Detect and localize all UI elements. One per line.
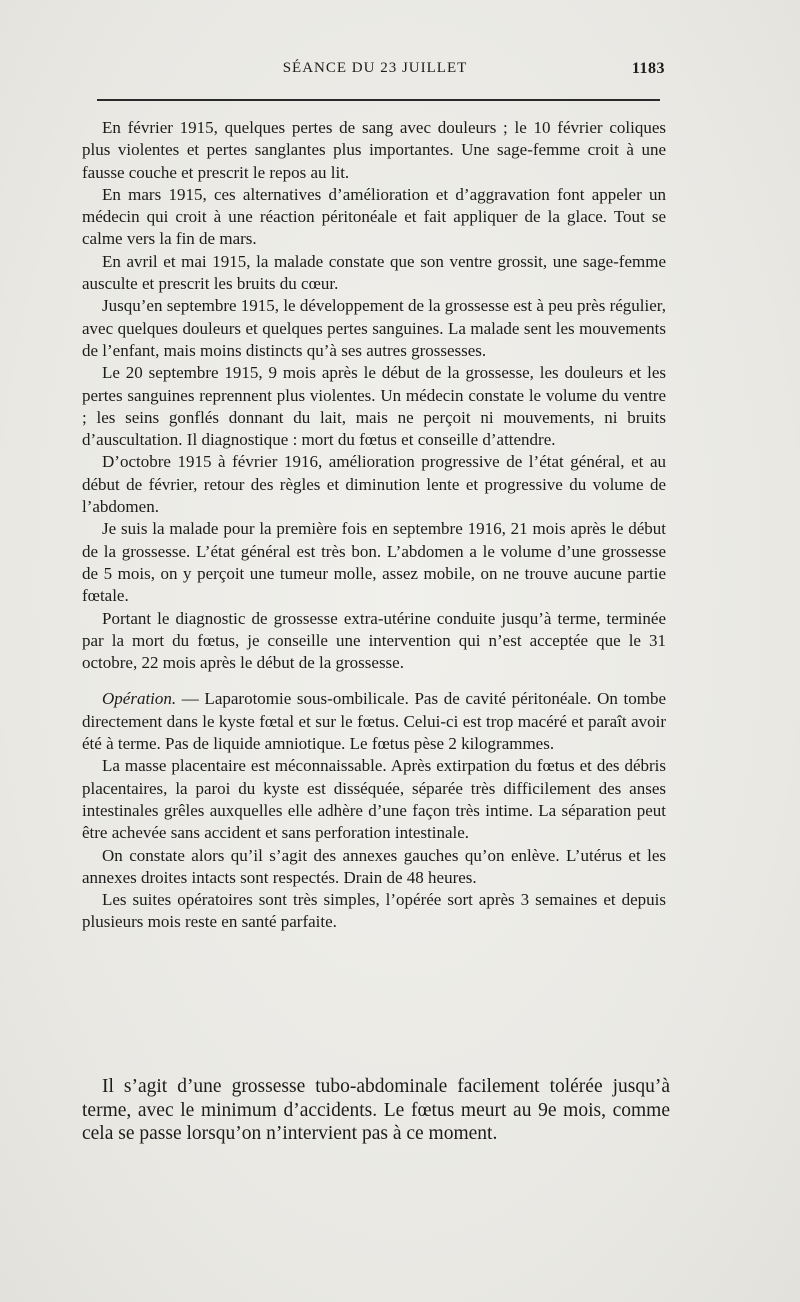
paragraph: Je suis la malade pour la première fois en septembre 1916, 21 mois après le début de la grossesse. L’état général est très bon. L’abdomen a le volume d’une grossesse de 5 mois, on y perçoit une tumeur molle, assez mobile, on ne trouve aucune partie fœtale. bbox=[82, 519, 666, 606]
case-report-text bbox=[82, 117, 666, 934]
paragraph: Portant le diagnostic de grossesse extra-utérine conduite jusqu’à terme, terminée par la mort du fœtus, je conseille une intervention qui n’est acceptée que le 31 octobre, 22 mois après le début de la grossesse. bbox=[82, 608, 666, 673]
conclusion-text bbox=[82, 1075, 670, 1146]
paragraph: En avril et mai 1915, la malade constate que son ventre grossit, une sage-femme ausculte et prescrit les bruits du cœur. bbox=[82, 251, 666, 294]
operation-lead: — Laparotomie sous-ombilicale. Pas de cavité péritonéale. On tombe directement dans le kyste fœtal et sur le fœtus. Celui-ci est trop macéré et paraît avoir été à terme. Pas de liquide amniotique. Le fœtus pèse 2 kilogrammes. bbox=[82, 689, 666, 754]
paragraph: La masse placentaire est méconnaissable. Après extirpation du fœtus et des débris placentaires, la paroi du kyste est disséquée, séparée très difficilement des anses intestinales grêles auxquelles elle adhère d’une façon très intime. La séparation peut être achevée sans accident et sans perforation intestinale. bbox=[82, 756, 666, 843]
operation-heading: Opération. bbox=[102, 689, 177, 709]
paragraph: Le 20 septembre 1915, 9 mois après le début de la grossesse, les douleurs et les pertes sanguines reprennent plus violentes. Un médecin constate le volume du ventre ; les seins gonflés donnant du lait, mais ne perçoit ni mouvements, ni bruits d’auscultation. Il diagnostique : mort du fœtus et conseille d’attendre. bbox=[82, 363, 666, 450]
page-number: 1183 bbox=[631, 60, 665, 77]
header-rule bbox=[97, 99, 660, 101]
paragraph: Jusqu’en septembre 1915, le développement de la grossesse est à peu près régulier, avec quelques douleurs et quelques pertes sanguines. La malade sent les mouvements de l’enfant, mais moins distincts qu’à ses autres grossesses. bbox=[82, 296, 666, 360]
page-header bbox=[85, 60, 665, 84]
paragraph: En février 1915, quelques pertes de sang avec douleurs ; le 10 février coliques plus violentes et pertes sanglantes plus importantes. Une sage-femme croit à une fausse couche et prescrit le repos au lit. bbox=[82, 118, 666, 182]
conclusion-paragraph: Il s’agit d’une grossesse tubo-abdominale facilement tolérée jusqu’à terme, avec le minimum d’accidents. Le fœtus meurt au 9e mois, comme cela se passe lorsqu’on n’intervient pas à ce moment. bbox=[82, 1076, 670, 1144]
paragraph: En mars 1915, ces alternatives d’amélioration et d’aggravation font appeler un médecin qui croit à une réaction péritonéale et fait appliquer de la glace. Tout se calme vers la fin de mars. bbox=[82, 184, 666, 249]
running-title: SÉANCE DU 23 JUILLET bbox=[282, 60, 468, 76]
operation-paragraph bbox=[82, 688, 666, 755]
paragraph: Les suites opératoires sont très simples, l’opérée sort après 3 semaines et depuis plusieurs mois reste en santé parfaite. bbox=[82, 890, 666, 932]
paragraph: D’octobre 1915 à février 1916, amélioration progressive de l’état général, et au début de février, retour des règles et diminution lente et progressive du volume de l’abdomen. bbox=[82, 452, 666, 517]
paragraph: On constate alors qu’il s’agit des annexes gauches qu’on enlève. L’utérus et les annexes droites intacts sont respectés. Drain de 48 heures. bbox=[82, 845, 666, 887]
